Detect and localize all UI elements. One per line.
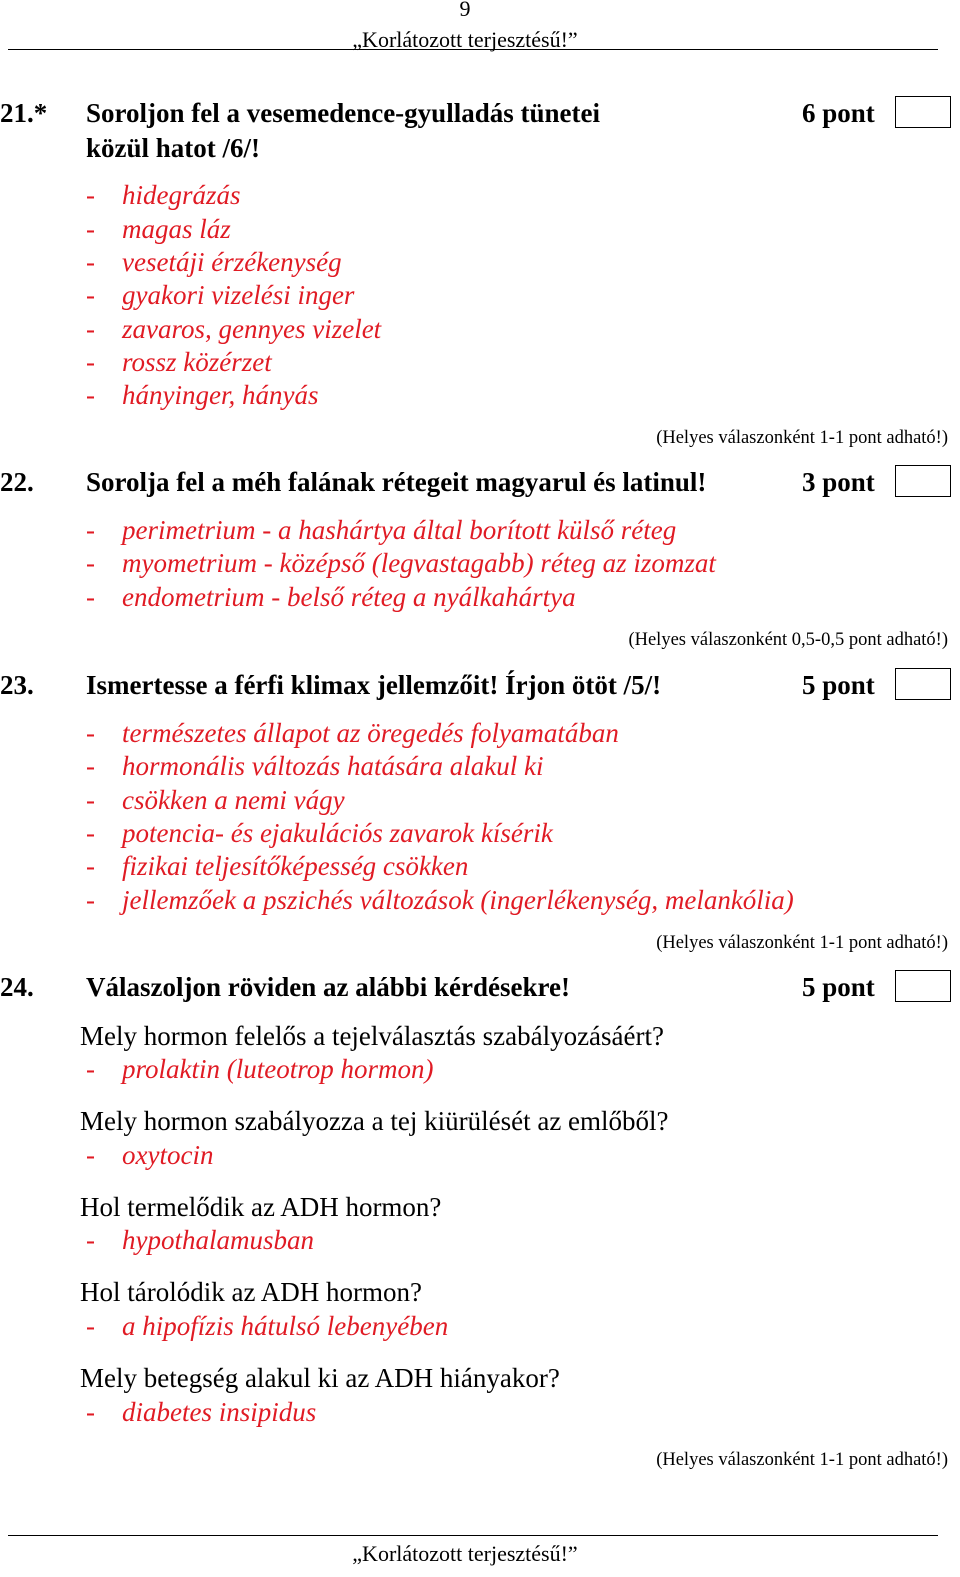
answer-item: - csökken a nemi vágy: [86, 785, 345, 815]
question-21-points: 6 pont: [802, 98, 875, 128]
footer-restriction: „Korlátozott terjesztésű!”: [352, 1541, 578, 1566]
header-rule: [8, 49, 938, 50]
question-24-score-box[interactable]: [895, 970, 951, 1002]
question-24-text: Válaszoljon röviden az alábbi kérdésekre!: [86, 972, 570, 1002]
answer-item: - hányinger, hányás: [86, 380, 319, 410]
scoring-note: (Helyes válaszonként 0,5-0,5 pont adható!): [628, 630, 948, 650]
question-23-number: 23.: [0, 670, 34, 700]
scoring-note: (Helyes válaszonként 1-1 pont adható!): [656, 1450, 948, 1470]
sub-question: Mely betegség alakul ki az ADH hiányakor?: [80, 1363, 560, 1393]
question-24-number: 24.: [0, 972, 34, 1002]
answer-item: - fizikai teljesítőképesség csökken: [86, 851, 469, 881]
question-21-text-line2: közül hatot /6/!: [86, 133, 261, 163]
answer-item: - hypothalamusban: [86, 1225, 314, 1255]
question-23-text: Ismertesse a férfi klimax jellemzőit! Írjon ötöt /5/!: [86, 670, 662, 700]
sub-question: Hol tárolódik az ADH hormon?: [80, 1277, 422, 1307]
question-21-text-line1: Soroljon fel a vesemedence-gyulladás tünetei: [86, 98, 600, 128]
question-21-score-box[interactable]: [895, 96, 951, 128]
question-23-score-box[interactable]: [895, 668, 951, 700]
question-23-points: 5 pont: [802, 670, 875, 700]
question-24-points: 5 pont: [802, 972, 875, 1002]
answer-item: - vesetáji érzékenység: [86, 247, 342, 277]
answer-item: - zavaros, gennyes vizelet: [86, 314, 382, 344]
question-22-text: Sorolja fel a méh falának rétegeit magyarul és latinul!: [86, 467, 707, 497]
answer-item: - oxytocin: [86, 1140, 214, 1170]
header-restriction: „Korlátozott terjesztésű!”: [352, 27, 578, 52]
answer-item: - a hipofízis hátulsó lebenyében: [86, 1311, 449, 1341]
answer-item: - rossz közérzet: [86, 347, 272, 377]
answer-item: - diabetes insipidus: [86, 1397, 317, 1427]
question-22-score-box[interactable]: [895, 465, 951, 497]
question-22-points: 3 pont: [802, 467, 875, 497]
page-number: 9: [459, 0, 471, 21]
answer-item: - prolaktin (luteotrop hormon): [86, 1054, 434, 1084]
scoring-note: (Helyes válaszonként 1-1 pont adható!): [656, 428, 948, 448]
answer-item: - endometrium - belső réteg a nyálkahártya: [86, 582, 576, 612]
answer-item: - magas láz: [86, 214, 231, 244]
sub-question: Mely hormon szabályozza a tej kiürülését az emlőből?: [80, 1106, 669, 1136]
sub-question: Mely hormon felelős a tejelválasztás szabályozásáért?: [80, 1021, 664, 1051]
answer-item: - gyakori vizelési inger: [86, 280, 355, 310]
question-22-number: 22.: [0, 467, 34, 497]
question-21-number: 21.*: [0, 98, 48, 128]
answer-item: - perimetrium - a hashártya által borított külső réteg: [86, 515, 677, 545]
answer-item: - myometrium - középső (legvastagabb) réteg az izomzat: [86, 548, 716, 578]
answer-item: - potencia- és ejakulációs zavarok kísérik: [86, 818, 553, 848]
answer-item: - hormonális változás hatására alakul ki: [86, 751, 544, 781]
scoring-note: (Helyes válaszonként 1-1 pont adható!): [656, 933, 948, 953]
answer-item: - természetes állapot az öregedés folyamatában: [86, 718, 619, 748]
footer-rule: [8, 1535, 938, 1536]
answer-item: - hidegrázás: [86, 180, 241, 210]
sub-question: Hol termelődik az ADH hormon?: [80, 1192, 442, 1222]
answer-item: - jellemzőek a pszichés változások (ingerlékenység, melankólia): [86, 885, 794, 915]
